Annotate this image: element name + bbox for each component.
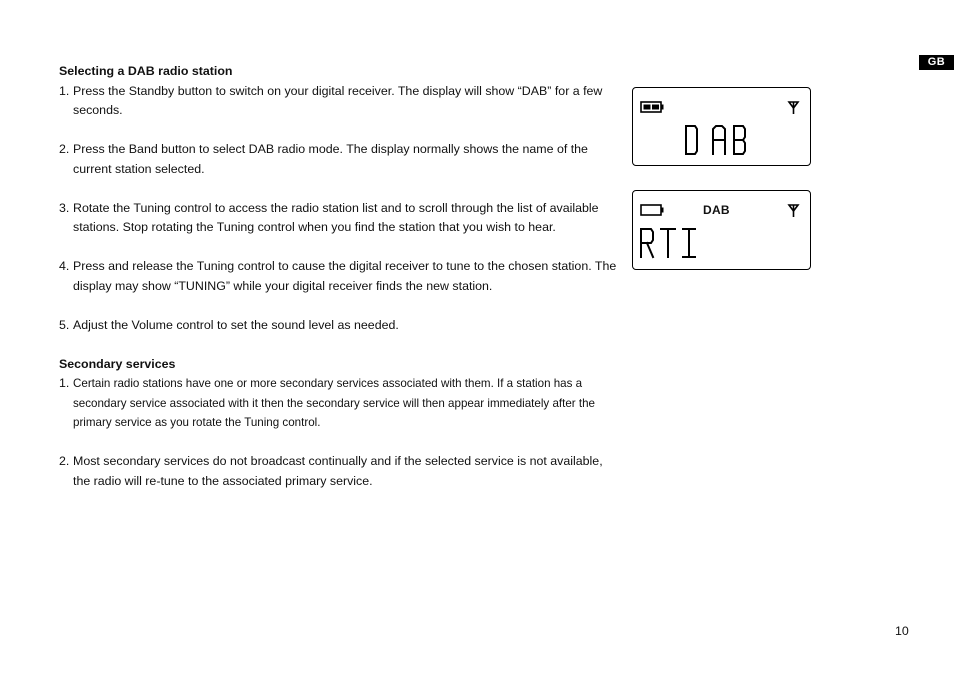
lcd-graphic [633, 88, 812, 167]
segment-text [686, 126, 745, 154]
item-number: 1. [59, 376, 70, 390]
band-label: DAB [703, 203, 730, 217]
item-text: Press the Band button to select DAB radio mode. The display normally shows the name of the current station selected. [73, 142, 588, 176]
lcd-display-station [632, 190, 811, 270]
item-number: 5. [59, 317, 70, 332]
item-number: 2. [59, 142, 70, 156]
antenna-icon [789, 102, 798, 114]
list-item [59, 374, 619, 433]
segment-text [641, 229, 695, 257]
list-item [59, 199, 619, 238]
lcd-display-dab [632, 87, 811, 166]
item-number: 2. [59, 454, 70, 468]
list-item [59, 452, 619, 491]
section-heading-dab: Selecting a DAB radio station [59, 64, 233, 78]
item-text: Rotate the Tuning control to access the radio station list and to scroll through the list of available stations. Stop rotating the Tuning control when you find the station that you wish to hear. [73, 200, 599, 234]
section-heading-secondary: Secondary services [59, 356, 176, 371]
page-number: 10 [895, 624, 909, 638]
instructions-column [59, 62, 619, 491]
list-item [59, 140, 619, 179]
item-number: 3. [59, 200, 70, 215]
battery-icon [641, 205, 664, 215]
item-number: 1. [59, 83, 70, 98]
item-text: Certain radio stations have one or more secondary services associated with them. If a station has a secondary service associated with it then the secondary service will then appear immediately after the primary service as you rotate the Tuning control. [73, 377, 595, 429]
item-number: 4. [59, 259, 70, 273]
list-item [59, 82, 619, 121]
item-text: Press and release the Tuning control to cause the digital receiver to tune to the chosen station. The display may show “TUNING” while your digital receiver finds the new station. [73, 259, 617, 293]
item-text: Adjust the Volume control to set the sound level as needed. [73, 317, 399, 332]
item-text: Press the Standby button to switch on your digital receiver. The display will show “DAB” for a few seconds. [73, 83, 603, 117]
list-item [59, 257, 619, 296]
item-text: Most secondary services do not broadcast continually and if the selected service is not available, the radio will re-tune to the associated primary service. [73, 454, 603, 488]
battery-icon [641, 102, 664, 112]
antenna-icon [789, 205, 798, 217]
list-item [59, 316, 619, 336]
language-tab: GB [919, 55, 954, 70]
